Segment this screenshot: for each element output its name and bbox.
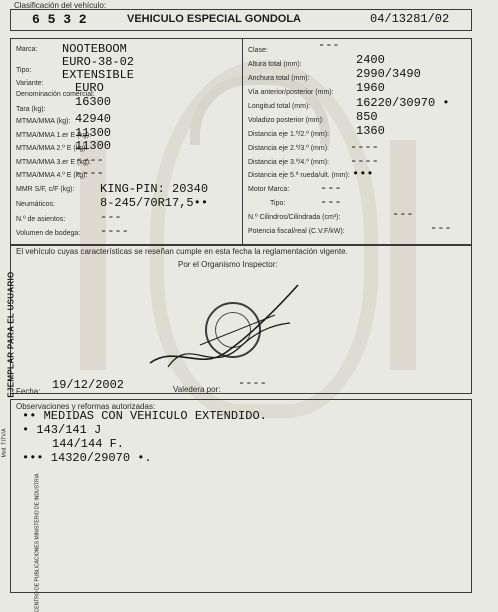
mtma-2e-value: 11300 (75, 139, 112, 153)
distancia-5-value: ••• (352, 167, 374, 181)
vehicle-type: VEHICULO ESPECIAL GONDOLA (127, 13, 301, 25)
distancia-1-2-label: Distancia eje 1.º/2.º (mm): (248, 131, 329, 138)
neumaticos-value: 8-245/70R17,5•• (100, 196, 209, 210)
mtma-4e-label: MTMA/MMA 4.º E (kg): (16, 172, 88, 179)
mtma-3e-label: MTMA/MMA 3.er E (kg): (16, 159, 92, 166)
signature (130, 275, 330, 385)
neumaticos-label: Neumáticos: (16, 201, 55, 208)
tipo-value: EURO-38-02 (62, 55, 135, 69)
tara-label: Tara (kg): (16, 106, 46, 113)
observation-line-4: ••• 14320/29070 •. (22, 451, 152, 465)
anchura-value: 2990/3490 (356, 67, 421, 81)
mtma-4e-value: ---- (75, 166, 104, 180)
observations-label: Observaciones y reformas autorizadas: (16, 402, 156, 411)
altura-label: Altura total (mm): (248, 61, 302, 68)
publicaciones-text: CENTRO DE PUBLICACIONES MINISTERIO DE INDUSTRIA (34, 473, 41, 612)
volumen-label: Volumen de bodega: (16, 230, 81, 237)
fecha-label: Fecha: (16, 387, 41, 396)
reference-number: 04/13281/02 (370, 12, 450, 26)
variante-label: Variante: (16, 80, 44, 87)
mtma-1e-value: 11300 (75, 126, 112, 140)
distancia-3-4-value: ---- (350, 154, 379, 168)
mtma-label: MTMA/MMA (kg): (16, 118, 71, 125)
signature-stroke-main (150, 285, 298, 363)
classification-number: 6 5 3 2 (32, 12, 87, 27)
volumen-value: ---- (100, 224, 129, 238)
model-text: Mod. T.ITV/A (1, 428, 8, 458)
mmr-label: MMR S/F, c/F (kg): (16, 186, 75, 193)
potencia-value: --- (430, 221, 452, 235)
variante-value: EXTENSIBLE (62, 68, 135, 82)
distancia-2-3-value: ---- (350, 140, 379, 154)
observation-line-1: •• MEDIDAS CON VEHICULO EXTENDIDO. (22, 409, 267, 423)
mtma-3e-value: ---- (75, 153, 104, 167)
clase-value: --- (318, 38, 340, 52)
potencia-label: Potencia fiscal/real (C.V.F/kW): (248, 228, 345, 235)
longitud-value: 16220/30970 • (356, 96, 450, 110)
inspector-label: Por el Organismo Inspector: (178, 260, 278, 269)
observation-line-3: 144/144 F. (52, 437, 125, 451)
denominacion-value: EURO (75, 81, 104, 95)
cilindros-value: --- (392, 207, 414, 221)
longitud-label: Longitud total (mm): (248, 103, 311, 110)
voladizo-label: Voladizo posterior (mm): (248, 117, 324, 124)
observation-line-2: • 143/141 J (22, 423, 102, 437)
motor-tipo-label: Tipo: (270, 200, 286, 207)
valedera-value: ---- (238, 376, 267, 390)
asientos-label: N.º de asientos: (16, 216, 66, 223)
motor-marca-value: --- (320, 181, 342, 195)
distancia-1-2-value: 1360 (356, 124, 385, 138)
ejemplar-usuario-text: EJEMPLAR PARA EL USUARIO (6, 271, 16, 398)
mtma-2e-label: MTMA/MMA 2.º E (kg): (16, 145, 88, 152)
column-divider (242, 38, 243, 244)
mtma-value: 42940 (75, 112, 112, 126)
distancia-3-4-label: Distancia eje 3.º/4.º (mm): (248, 159, 329, 166)
valedera-label: Valedera por: (173, 385, 221, 394)
motor-marca-label: Motor Marca: (248, 186, 290, 193)
asientos-value: --- (100, 210, 122, 224)
classification-label: Clasificación del vehículo: (14, 1, 107, 10)
via-value: 1960 (356, 81, 385, 95)
certification-statement: El vehículo cuyas características se reseñan cumple en esta fecha la reglamentación vigente. (16, 247, 348, 256)
signature-stroke-loop (168, 323, 290, 367)
distancia-5-label: Distancia eje 5.ª rueda/ult. (mm): (248, 172, 350, 179)
altura-value: 2400 (356, 53, 385, 67)
motor-tipo-value: --- (320, 195, 342, 209)
clase-label: Clase: (248, 47, 268, 54)
mtma-1e-label: MTMA/MMA 1.er E (kg): (16, 132, 92, 139)
denominacion-label: Denominación comercial: (16, 91, 95, 98)
voladizo-value: 850 (356, 110, 378, 124)
via-label: Vía anterior/posterior (mm): (248, 89, 334, 96)
mmr-value: KING-PIN: 20340 (100, 182, 209, 196)
fecha-value: 19/12/2002 (52, 378, 125, 392)
tara-value: 16300 (75, 95, 112, 109)
marca-value: NOOTEBOOM (62, 42, 127, 56)
marca-label: Marca: (16, 46, 38, 53)
tipo-label: Tipo: (16, 67, 32, 74)
distancia-2-3-label: Distancia eje 2.º/3.º (mm): (248, 145, 329, 152)
anchura-label: Anchura total (mm): (248, 75, 310, 82)
cilindros-label: N.º Cilindros/Cilindrada (cm³): (248, 214, 341, 221)
